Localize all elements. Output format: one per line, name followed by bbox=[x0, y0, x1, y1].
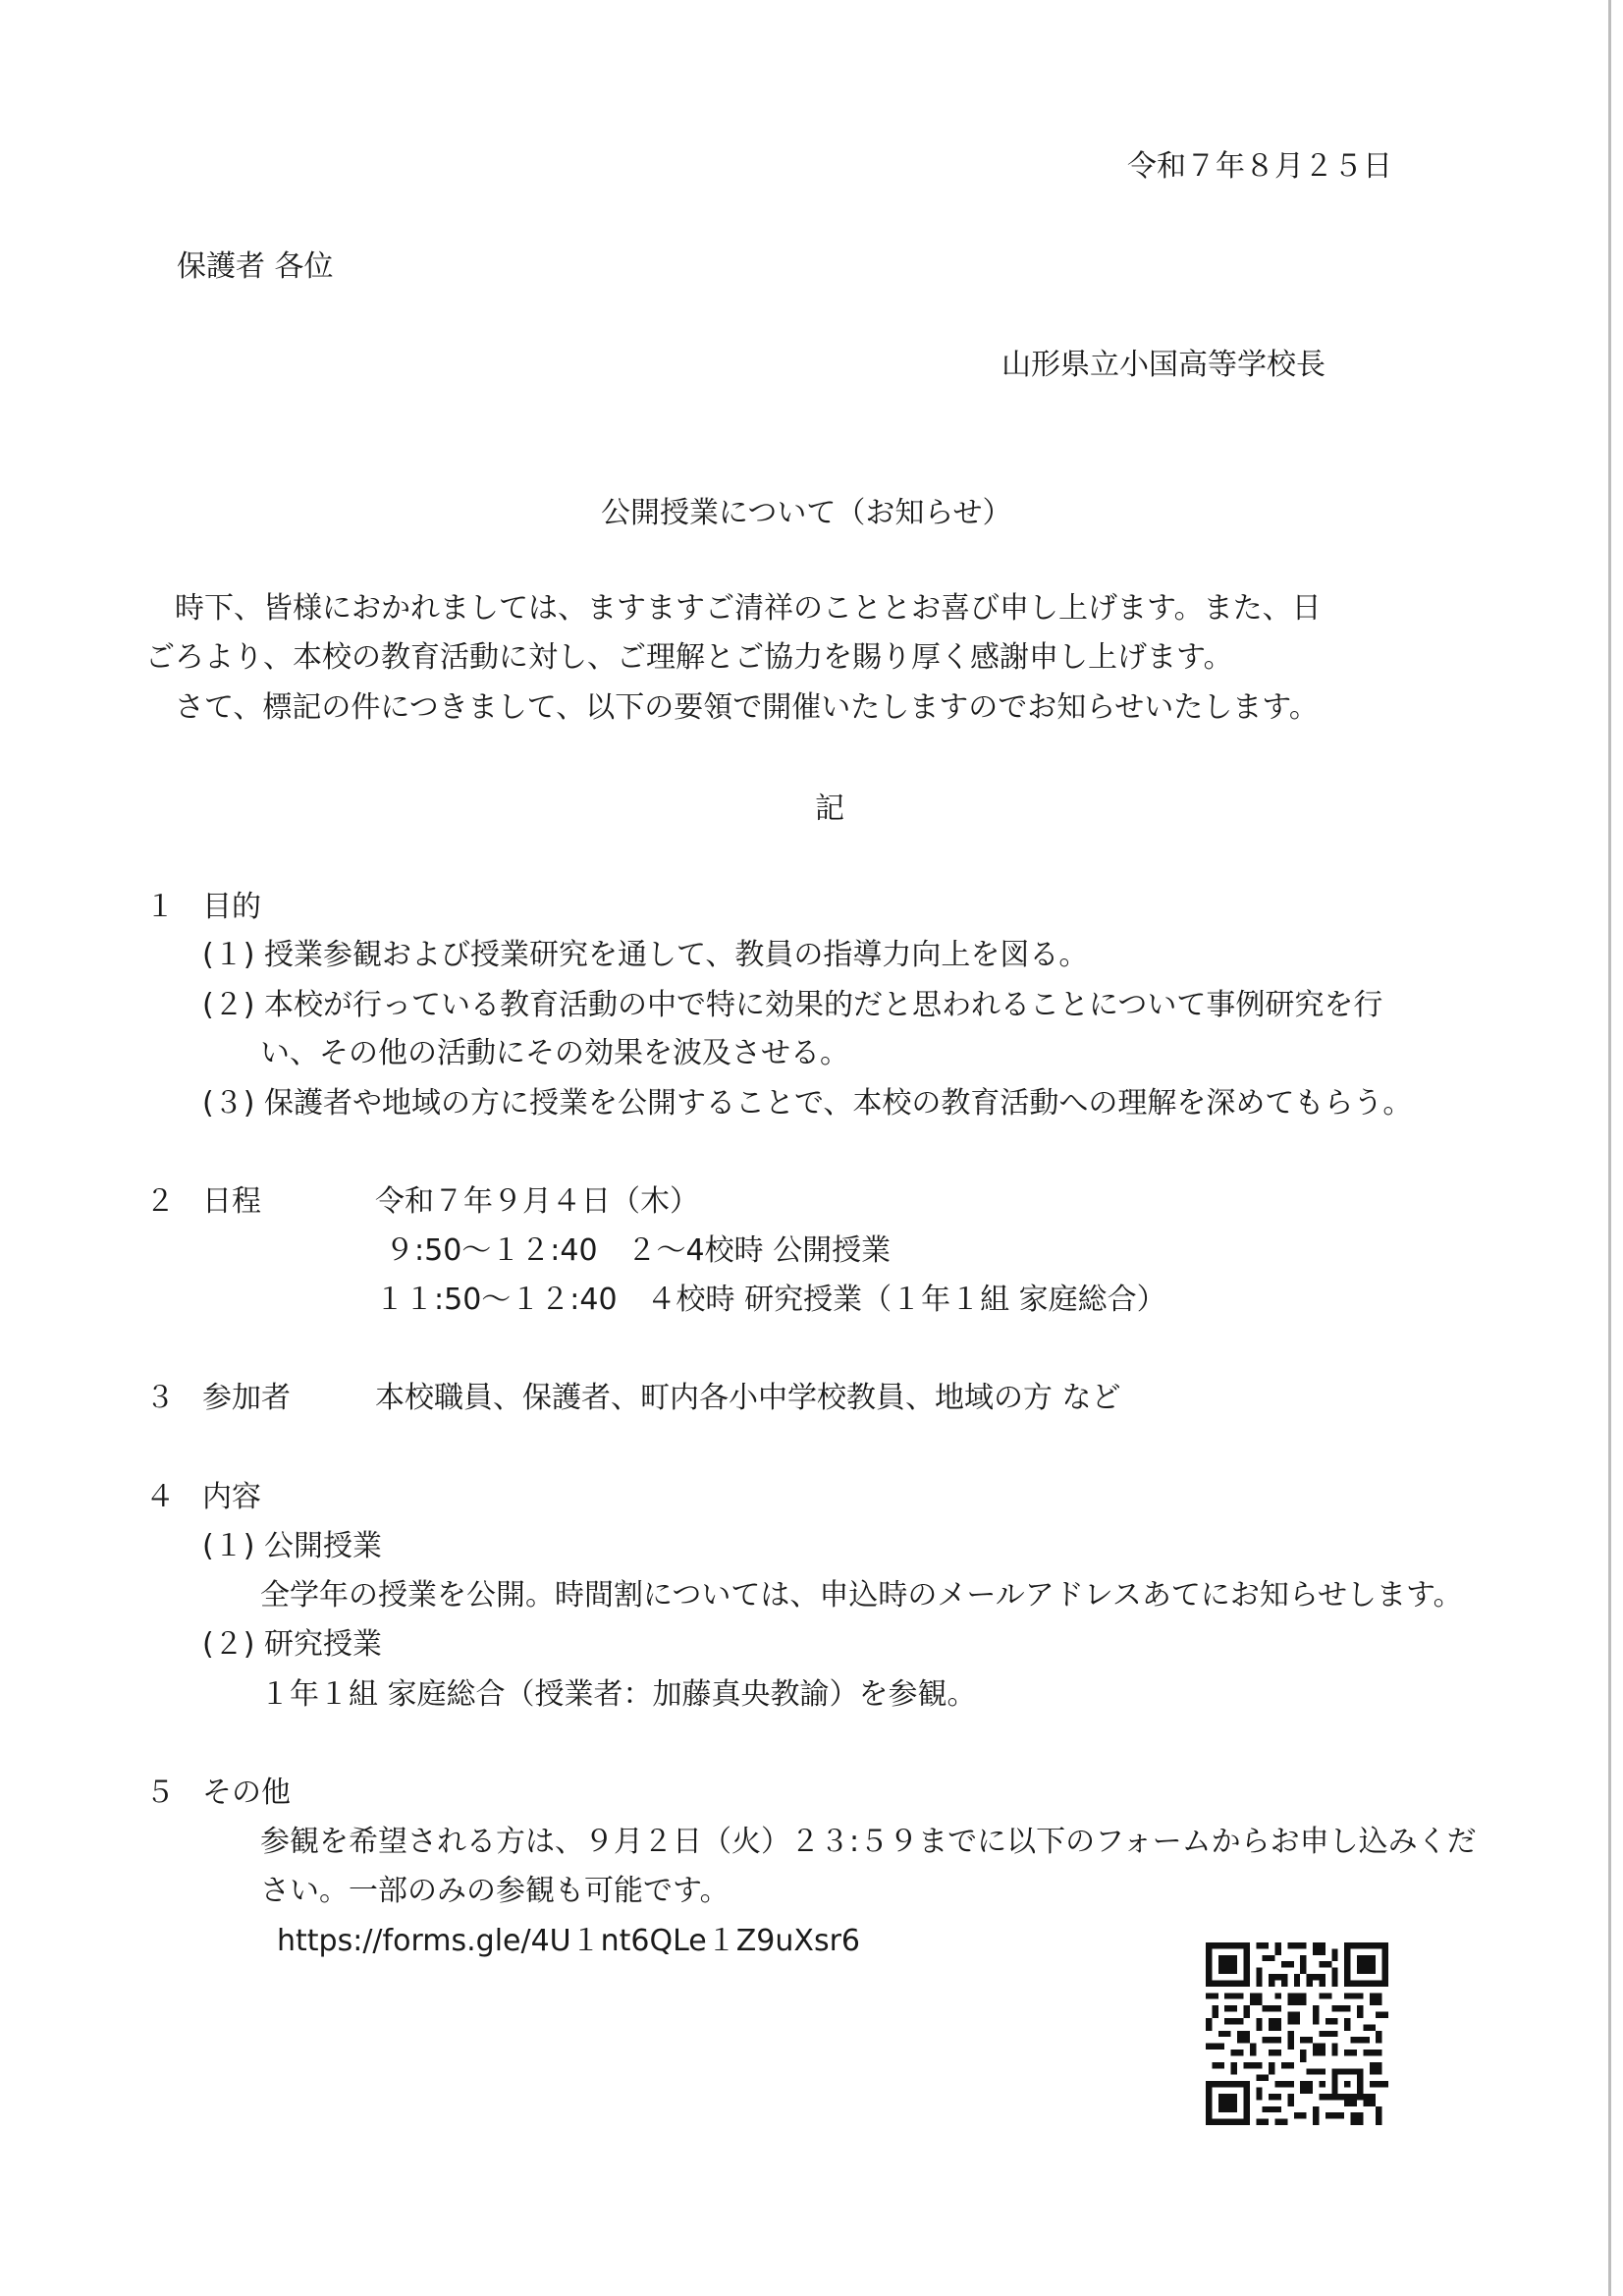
section-3-heading: 参加者 bbox=[202, 1381, 291, 1415]
section-3-number: ３ bbox=[145, 1381, 175, 1415]
form-url-link[interactable]: https://forms.gle/4U１nt6QLe１Z9uXsr6 bbox=[277, 1924, 861, 1958]
document-date: 令和７年８月２５日 bbox=[1127, 149, 1392, 184]
schedule-line-2: １１:50～１２:40 ４校時 研究授業（１年１組 家庭総合） bbox=[375, 1283, 1166, 1317]
content-sub-2-text: １年１組 家庭総合（授業者：加藤真央教諭）を参観。 bbox=[260, 1677, 977, 1712]
section-4-heading: 内容 bbox=[202, 1480, 261, 1514]
addressee: 保護者 各位 bbox=[177, 249, 334, 284]
schedule-date: 令和７年９月４日（木） bbox=[375, 1184, 699, 1219]
scan-edge bbox=[1608, 0, 1611, 2296]
content-sub-1: (１) 公開授業 bbox=[202, 1529, 382, 1563]
section-2-number: ２ bbox=[145, 1184, 175, 1219]
qr-code-icon[interactable] bbox=[1206, 1942, 1388, 2125]
content-sub-1-text: 全学年の授業を公開。時間割については、申込時のメールアドレスあてにお知らせします。 bbox=[260, 1578, 1463, 1613]
section-1-heading: 目的 bbox=[202, 890, 261, 924]
intro-line-2: ごろより、本校の教育活動に対し、ご理解とご協力を賜り厚く感謝申し上げます。 bbox=[145, 640, 1233, 675]
section-1-item-1: (１) 授業参観および授業研究を通して、教員の指導力向上を図る。 bbox=[202, 938, 1089, 972]
intro-line-3: さて、標記の件につきまして、以下の要領で開催いたしますのでお知らせいたします。 bbox=[145, 690, 1319, 725]
schedule-line-1: ９:50～１２:40 ２～4校時 公開授業 bbox=[385, 1233, 892, 1268]
intro-line-1: 時下、皆様におかれましては、ますますご清祥のこととお喜び申し上げます。また、日 bbox=[145, 591, 1322, 626]
other-line-2: さい。一部のみの参観も可能です。 bbox=[260, 1874, 730, 1908]
sender: 山形県立小国高等学校長 bbox=[1001, 348, 1325, 382]
section-2-heading: 日程 bbox=[202, 1184, 261, 1219]
section-5-number: ５ bbox=[145, 1776, 175, 1810]
section-1-item-2: (２) 本校が行っている教育活動の中で特に効果的だと思われることについて事例研究を行 bbox=[202, 988, 1383, 1022]
section-5-heading: その他 bbox=[202, 1776, 291, 1810]
section-1-item-3: (３) 保護者や地域の方に授業を公開することで、本校の教育活動への理解を深めてもらう。 bbox=[202, 1086, 1413, 1121]
content-sub-2: (２) 研究授業 bbox=[202, 1627, 382, 1662]
ki-marker: 記 bbox=[815, 792, 844, 826]
other-line-1: 参観を希望される方は、９月２日（火）２３:５９までに以下のフォームからお申し込みくだ bbox=[260, 1825, 1477, 1859]
section-1-item-2-cont: い、その他の活動にその効果を波及させる。 bbox=[260, 1036, 849, 1070]
participants-text: 本校職員、保護者、町内各小中学校教員、地域の方 など bbox=[375, 1381, 1121, 1415]
section-1-number: １ bbox=[145, 890, 175, 924]
section-4-number: ４ bbox=[145, 1480, 175, 1514]
document-title: 公開授業について（お知らせ） bbox=[601, 496, 1012, 530]
